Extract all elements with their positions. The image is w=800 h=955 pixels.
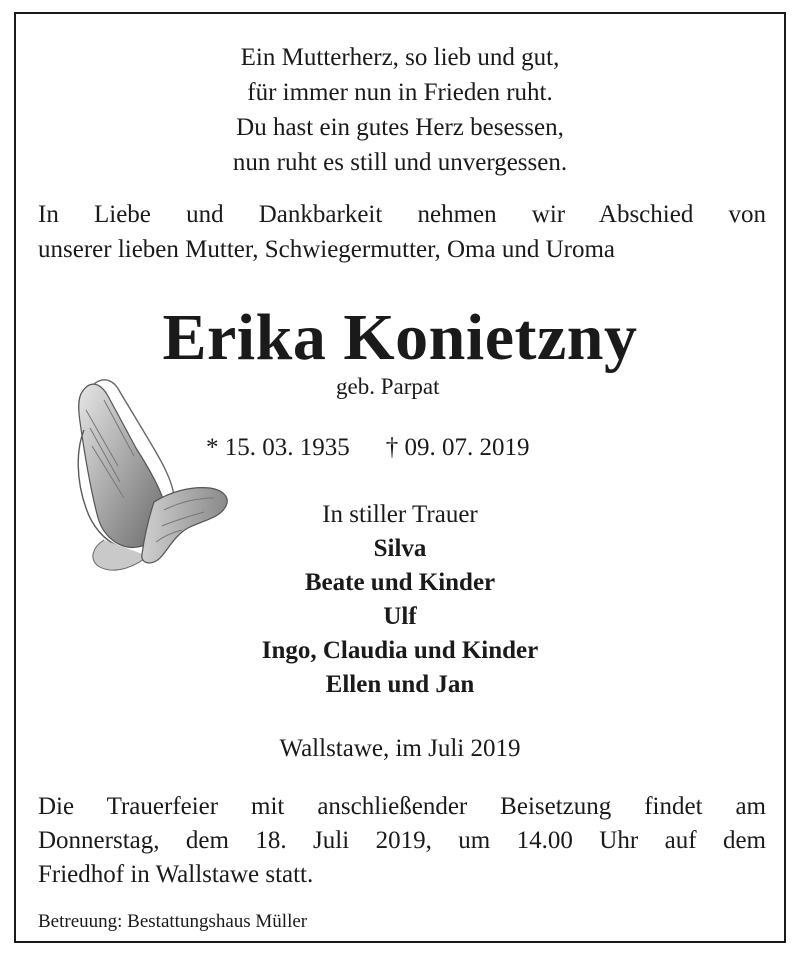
service-line: Die Trauerfeier mit anschließender Beisetzung findet am (38, 793, 766, 820)
funeral-home-credit: Betreuung: Bestattungshaus Müller (38, 911, 308, 932)
mourners-block (16, 498, 784, 702)
maiden-name: geb. Parpat (336, 374, 440, 399)
birth-date: * 15. 03. 1935 (206, 434, 350, 461)
poem-line: Du hast ein gutes Herz besessen, (236, 114, 564, 141)
farewell-intro (38, 197, 766, 267)
mourner-name: Ulf (383, 603, 417, 630)
farewell-intro-line: In Liebe und Dankbarkeit nehmen wir Abschied von (38, 201, 766, 228)
farewell-intro-line: unserer lieben Mutter, Schwiegermutter, Oma und Uroma (38, 236, 615, 263)
mourners-intro: In stiller Trauer (322, 501, 478, 528)
memorial-poem (16, 40, 784, 180)
life-dates (206, 432, 530, 464)
mourner-name: Ingo, Claudia und Kinder (261, 637, 539, 664)
place-and-date: Wallstawe, im Juli 2019 (279, 735, 521, 762)
service-line: Friedhof in Wallstawe statt. (38, 861, 314, 888)
funeral-service-notice (38, 790, 766, 892)
poem-line: nun ruht es still und unvergessen. (232, 149, 568, 176)
mourner-name: Silva (373, 535, 427, 562)
poem-line: für immer nun in Frieden ruht. (247, 79, 553, 106)
deceased-name: Erika Konietzny (162, 301, 638, 374)
mourner-name: Ellen und Jan (325, 671, 475, 698)
death-date: † 09. 07. 2019 (385, 434, 530, 461)
mourner-name: Beate und Kinder (304, 569, 496, 596)
obituary-frame (14, 12, 786, 943)
service-line: Donnerstag, dem 18. Juli 2019, um 14.00 Uhr auf dem (38, 827, 766, 854)
poem-line: Ein Mutterherz, so lieb und gut, (240, 44, 560, 71)
